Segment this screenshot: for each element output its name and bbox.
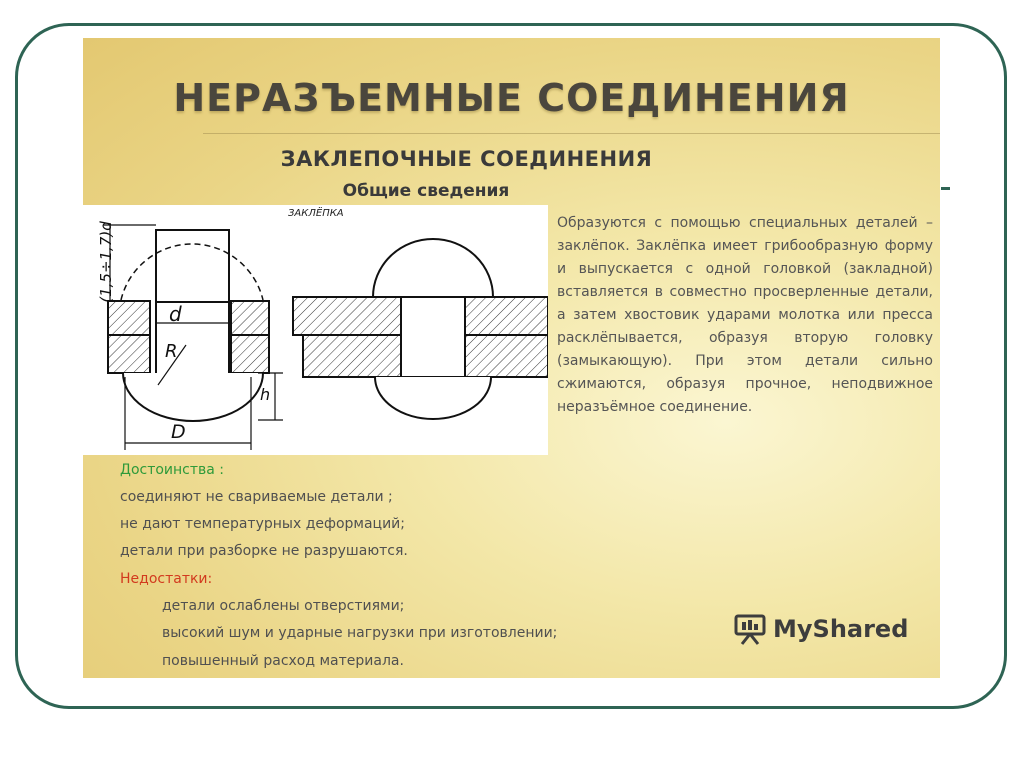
myshared-logo-text: MyShared xyxy=(773,615,909,643)
label-d: d xyxy=(169,302,182,326)
advantage-item: детали при разборке не разрушаются. xyxy=(120,543,408,559)
label-r: R xyxy=(165,341,178,362)
title-underline xyxy=(203,133,940,134)
label-D: D xyxy=(171,421,186,443)
slide-subtitle: ЗАКЛЕПОЧНЫЕ СОЕДИНЕНИЯ xyxy=(280,147,653,171)
disadvantage-item: повышенный расход материала. xyxy=(162,653,404,669)
disadvantage-item: детали ослаблены отверстиями; xyxy=(162,598,405,614)
myshared-logo[interactable] xyxy=(733,611,908,647)
rivet-drawing xyxy=(83,205,548,455)
label-h: h xyxy=(260,385,271,404)
advantage-item: не дают температурных деформаций; xyxy=(120,516,405,532)
label-height-formula: (1,5÷1,7)d xyxy=(96,221,115,303)
rivet-drawing-svg xyxy=(83,205,548,455)
advantages-heading: Достоинства : xyxy=(120,462,225,478)
slide-title: НЕРАЗЪЕМНЫЕ СОЕДИНЕНИЯ xyxy=(173,76,850,120)
disadvantage-item: высокий шум и ударные нагрузки при изготовлении; xyxy=(162,625,558,641)
disadvantages-heading: Недостатки: xyxy=(120,571,213,587)
description-text: Образуются с помощью специальных деталей – заклёпок. Заклёпка имеет грибообразную форму и выпускается с одной головкой (закладной) вставляется в совместно просверленные детали, а затем хвостовик ударами молотка или пресса расклёпывается, образуя вторую головку (замыкающую). При этом детали сильно сжимаются, образуя прочное, неподвижное неразъёмное соединение. xyxy=(557,215,933,415)
accent-dash xyxy=(941,187,950,190)
advantage-item: соединяют не свариваемые детали ; xyxy=(120,489,393,505)
drawing-caption: ЗАКЛЁПКА xyxy=(288,208,344,219)
slide-subheading: Общие сведения xyxy=(342,181,510,201)
myshared-logo-icon xyxy=(733,613,767,645)
